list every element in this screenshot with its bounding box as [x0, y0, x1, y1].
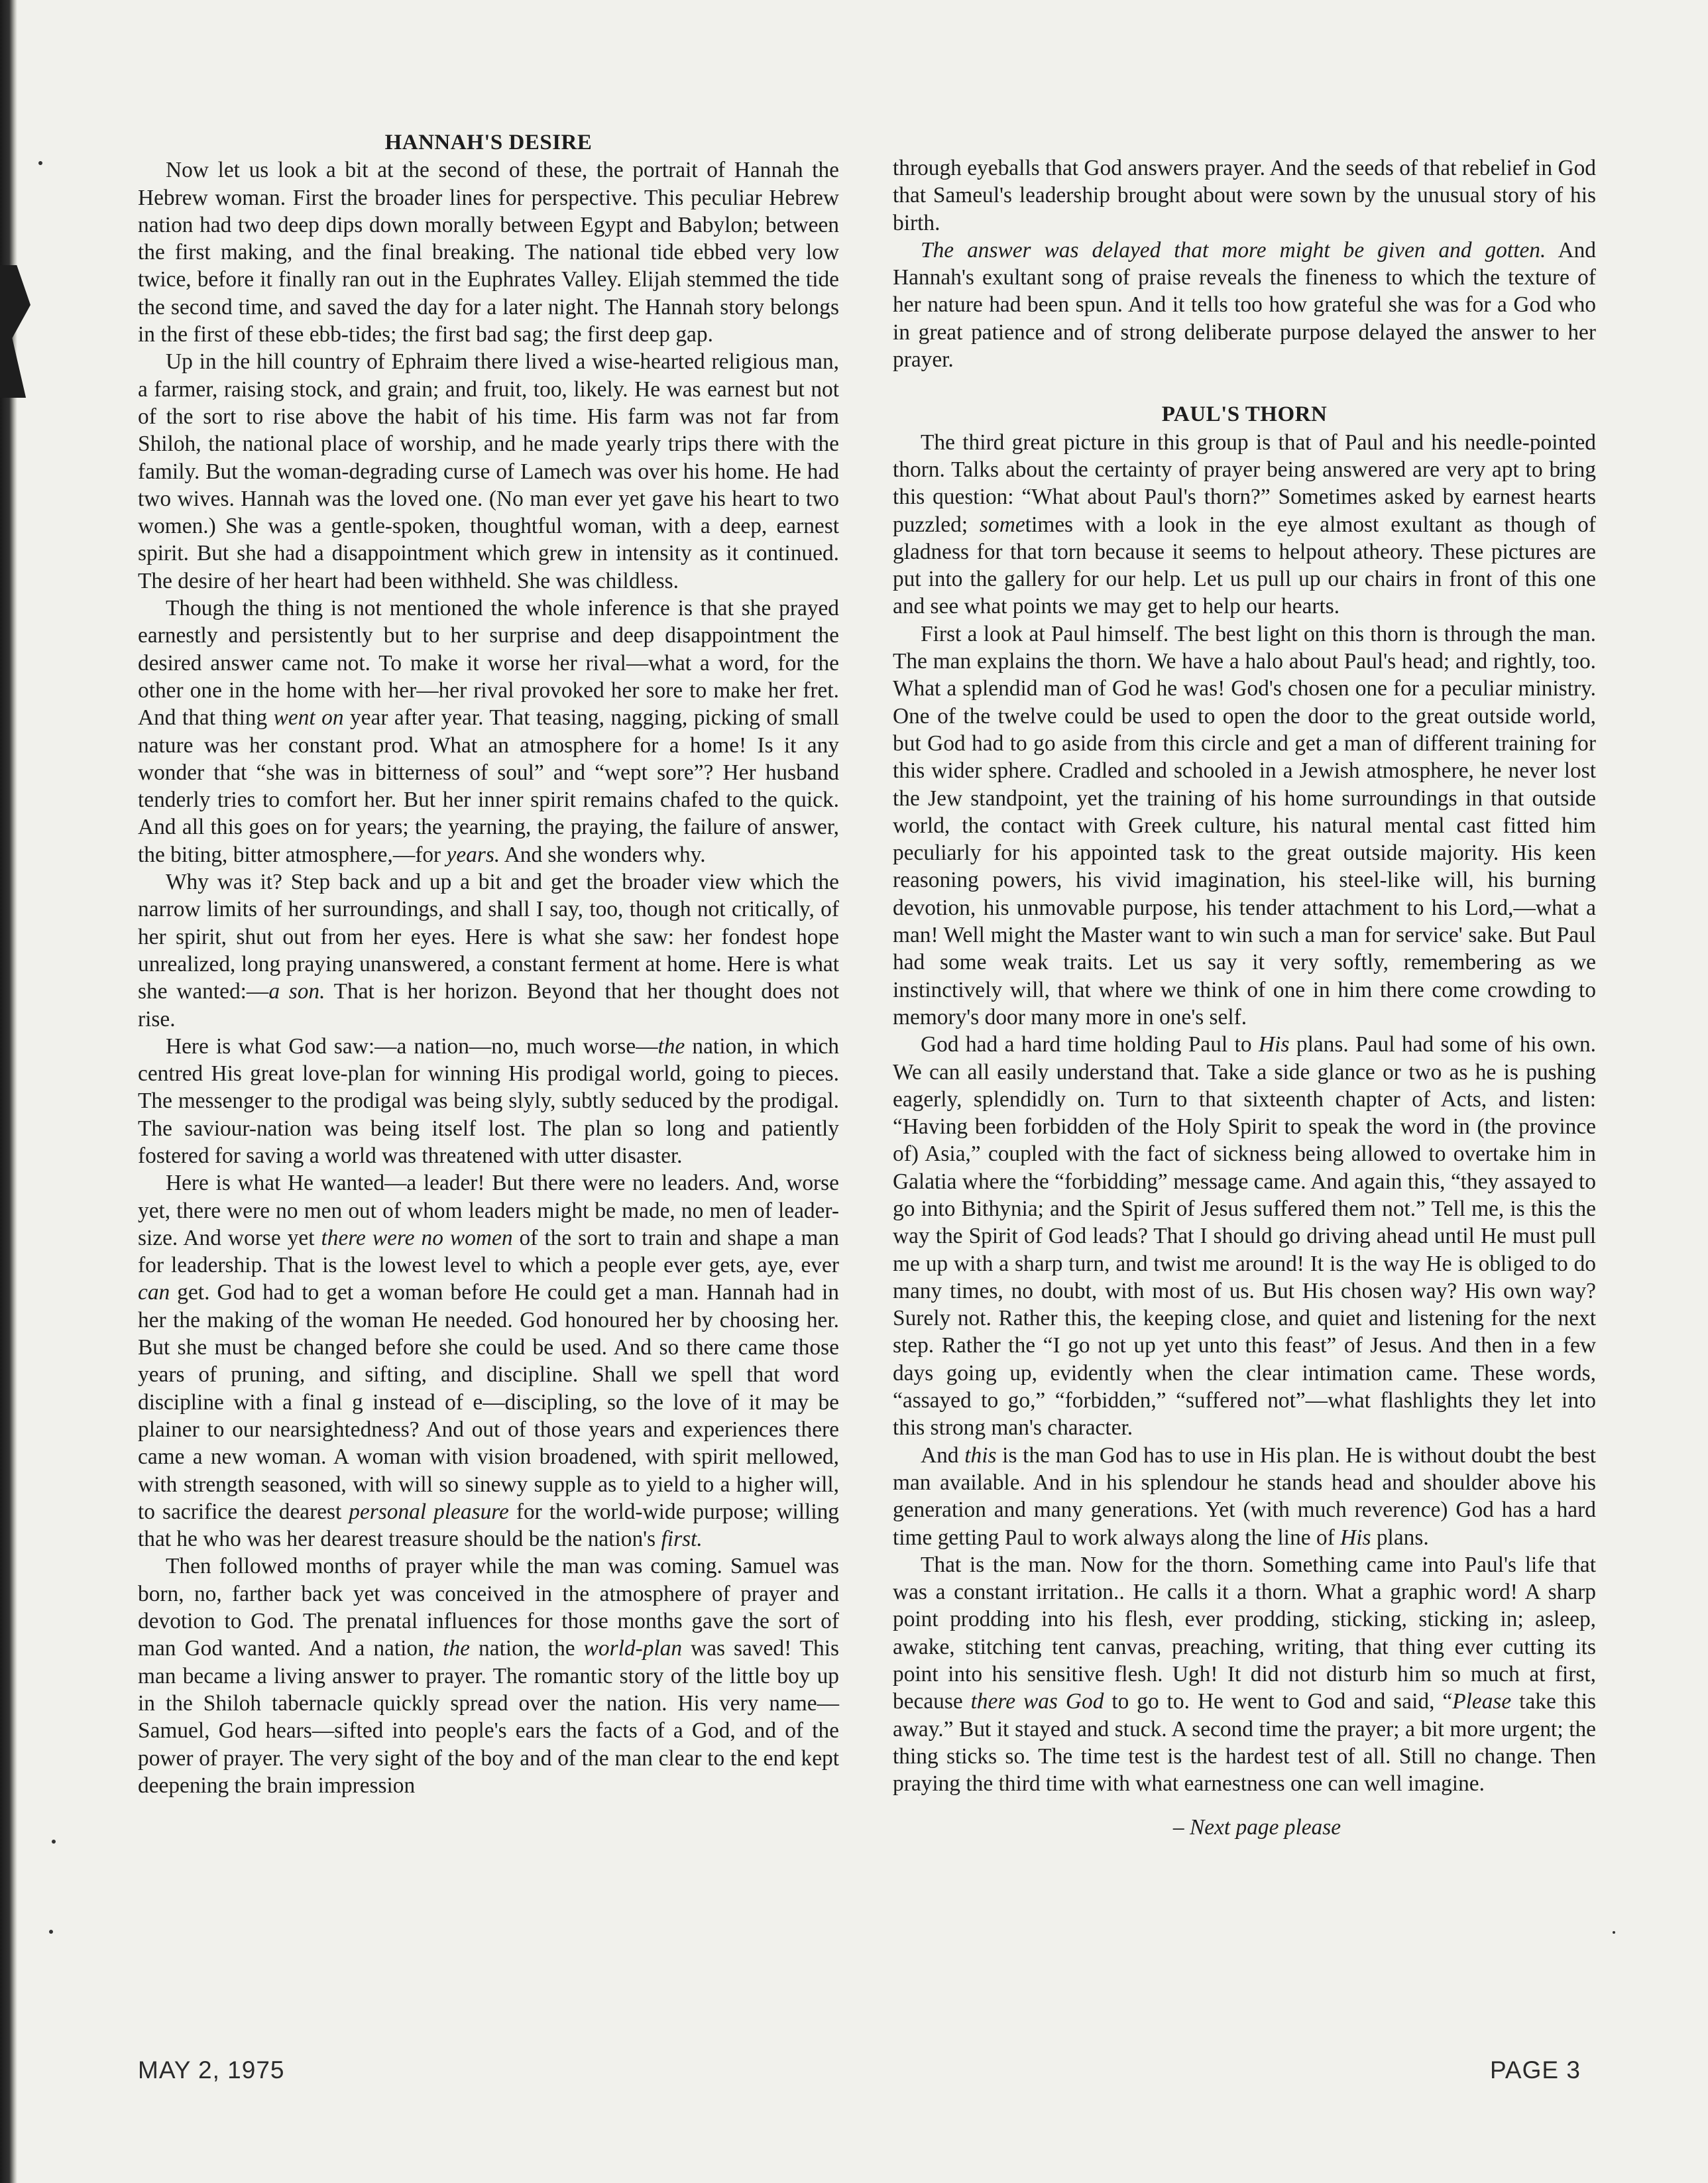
article-paragraph: And this is the man God has to use in His plan. He is without doubt the best man available. And in his splendour he stands head and shoulder above his generation and many generations. Yet (with much reverence) God has a hard time getting Paul to work always along the line of His plans.: [893, 1443, 1596, 1550]
issue-date: MAY 2, 1975: [138, 2056, 285, 2084]
italic-emphasis: some: [980, 512, 1025, 537]
article-paragraph: Here is what He wanted—a leader! But there were no leaders. And, worse yet, there were no men out of whom leaders might be made, no men of leader-size. And worse yet there were no women of the sort to train and shape a man for leadership. That is the lowest level to which a people ever gets, aye, ever can get. God had to get a woman before He could get a man. Hannah had in her the making of the woman He needed. God honoured her by choosing her. But she must be changed before she could be used. And so there came those years of pruning, and sifting, and discipline. Shall we spell that word discipline with a final g instead of e—discipling, so the love of it may be plainer to our nearsightedness? And out of those years and experiences there came a new woman. A woman with vision broadened, with spirit mellowed, with strength seasoned, with will so sinewy supple as to yield to a higher will, to sacrifice the dearest personal pleasure for the world-wide purpose; willing that he who was her dearest treasure should be the nation's first.: [138, 1171, 839, 1552]
italic-emphasis: the: [443, 1636, 470, 1661]
italic-emphasis: The answer was delayed that more might be given and gotten.: [921, 237, 1546, 263]
italic-emphasis: this: [964, 1443, 997, 1468]
scan-speck: [49, 1930, 53, 1934]
page-number: PAGE 3: [1490, 2056, 1581, 2084]
article-paragraph: Then followed months of prayer while the man was coming. Samuel was born, no, farther back yet was conceived in the atmosphere of prayer and devotion to God. The prenatal influences for those months gave the sort of man God wanted. And a nation, the nation, the world-plan was saved! This man became a living answer to prayer. The romantic story of the little boy up in the Shiloh tabernacle quickly spread over the nation. His very name—Samuel, God hears—sifted into people's ears the facts of a God, and of the power of prayer. The very sight of the boy and of the man clear to the end kept deepening the brain impression: [138, 1554, 839, 1798]
italic-emphasis: His: [1340, 1525, 1371, 1550]
scan-speck: [38, 161, 42, 165]
article-paragraph: That is the man. Now for the thorn. Something came into Paul's life that was a constant irritation.. He calls it a thorn. What a graphic word! A sharp point prodding into his flesh, ever prodding, sticking, sticking in; asleep, awake, stitching tent canvas, preaching, writing, that thing ever cutting its point into his sensitive flesh. Ugh! It did not disturb him so much at first, because there was God to go to. He went to God and said, “Please take this away.” But it stayed and stuck. A second time the prayer; a bit more urgent; the thing sticks so. The time test is the hardest test of all. Still no change. Then praying the third time with what earnestness one can well imagine.: [893, 1552, 1596, 1797]
italic-emphasis: world-plan: [583, 1636, 683, 1661]
article-paragraph: Though the thing is not mentioned the whole inference is that she prayed earnestly and persistently but to her surprise and deep disappointment the desired answer came not. To make it worse her rival—what a word, for the other one in the home with her—her rival provoked her sore to make her fret. And that thing went on year after year. That teasing, nagging, picking of small nature was her constant prod. What an atmosphere for a home! Is it any wonder that “she was in bitterness of soul” and “wept sore”? Her husband tenderly tries to comfort her. But her inner spirit remains chafed to the quick. And all this goes on for years; the yearning, the praying, the failure of answer, the biting, bitter atmosphere,—for years. And she wonders why.: [138, 596, 839, 867]
italic-emphasis: there was God: [970, 1689, 1104, 1714]
continued-paragraph: through eyeballs that God answers prayer. And the seeds of that rebelief in God that Sameul's leadership brought about were sown by the unusual story of his birth.: [893, 156, 1596, 235]
italic-emphasis: the: [657, 1033, 685, 1059]
article-paragraph: Why was it? Step back and up a bit and get the broader view which the narrow limits of her surroundings, and shall I say, too, though not critically, of her spirit, shut out from her eyes. Here is what she saw: her fondest hope unrealized, long praying unanswered, a constant ferment at home. Here is what she wanted:—a son. That is her horizon. Beyond that her thought does not rise.: [138, 870, 840, 1032]
italic-emphasis: personal pleasure: [349, 1499, 509, 1524]
pauls-thorn-heading: PAUL'S THORN: [1161, 402, 1328, 427]
italic-emphasis: His: [1259, 1032, 1290, 1057]
left-column: [138, 129, 839, 1799]
scan-edge-notch: [0, 265, 30, 398]
article-paragraph: The third great picture in this group is that of Paul and his needle-pointed thorn. Talks about the certainty of prayer being answered are very apt to bring this question: “What about Paul's thorn?” Sometimes asked by earnest hearts puzzled; sometimes with a look in the eye almost exultant as though of gladness for that torn because it seems to helpout atheory. These pictures are put into the gallery for our help. Let us pull up our chairs in front of this one and see what points we may get to help our hearts.: [893, 430, 1596, 619]
italic-emphasis: a son.: [268, 979, 325, 1004]
italic-emphasis: can: [138, 1280, 170, 1305]
italic-emphasis: years.: [446, 842, 500, 867]
right-column: [893, 154, 1596, 1841]
article-paragraph: Now let us look a bit at the second of these, the portrait of Hannah the Hebrew woman. First the broader lines for perspective. This peculiar Hebrew nation had two deep dips down morally between Egypt and Babylon; between the first making, and the final breaking. The national tide ebbed very low twice, before it finally ran out in the Euphrates Valley. Elijah stemmed the tide the second time, and saved the day for a later night. The Hannah story belongs in the first of these ebb-tides; the first bad sag; the first deep gap.: [138, 158, 839, 347]
italic-emphasis: Please: [1452, 1689, 1512, 1714]
next-page-note: – Next page please: [1172, 1814, 1341, 1840]
scan-speck: [52, 1840, 56, 1844]
hannahs-desire-heading: HANNAH'S DESIRE: [384, 131, 593, 154]
article-paragraph: The answer was delayed that more might be given and gotten. And Hannah's exultant song of praise reveals the fineness to which the texture of her nature had been spun. And it tells too how grateful she was for a God who in great patience and of strong deliberate purpose delayed the answer to her prayer.: [893, 237, 1596, 373]
italic-emphasis: went on: [273, 705, 344, 731]
scan-speck: [1613, 1931, 1615, 1934]
italic-emphasis: first.: [661, 1527, 703, 1552]
article-paragraph: Here is what God saw:—a nation—no, much worse—the nation, in which centred His great love-plan for winning His prodigal world, going to pieces. The messenger to the prodigal was being slyly, subtly seduced by the prodigal. The saviour-nation was being itself lost. The plan so long and patiently fostered for saving a world was threatened with utter disaster.: [138, 1033, 839, 1168]
article-paragraph: Up in the hill country of Ephraim there lived a wise-hearted religious man, a farmer, raising stock, and grain; and fruit, too, likely. He was earnest but not of the sort to rise above the habit of his time. His farm was not far from Shiloh, the national place of worship, and he made yearly trips there with the family. But the woman-degrading curse of Lamech was over his home. He had two wives. Hannah was the loved one. (No man ever yet gave his heart to two women.) She was a gentle-spoken, thoughtful woman, with a deep, earnest spirit. But she had a disappointment which grew in intensity as it continued. The desire of her heart had been withheld. She was childless.: [138, 349, 839, 593]
article-paragraph: God had a hard time holding Paul to His plans. Paul had some of his own. We can all easily understand that. Take a side glance or two as he is pushing eagerly, splendidly on. Turn to that sixteenth chapter of Acts, and listen: “Having been forbidden of the Holy Spirit to speak the word in (the province of) Asia,” coupled with the fact of sickness being allowed to overtake him in Galatia where the “forbidding” message came. And again this, “they assayed to go into Bithynia; and the Spirit of Jesus suffered them not.” Tell me, is this the way the Spirit of God leads? That I should go driving ahead until He must pull me up with a sharp turn, and twist me around! It is the way He is obliged to do many times, no doubt, with most of us. But His chosen way? His own way? Surely not. Rather this, the keeping close, and quiet and listening for the next step. Rather the “I go not up yet unto this feast” of Jesus. And then in a few days going up, evidently when the clear intimation came. These words, “assayed to go,” “forbidden,” “suffered not”—what flashlights they let into this strong man's character.: [893, 1032, 1596, 1441]
article-paragraph: First a look at Paul himself. The best light on this thorn is through the man. The man explains the thorn. We have a halo about Paul's head; and rightly, too. What a splendid man of God he was! God's chosen one for a peculiar ministry. One of the twelve could be used to open the door to the great outside world, but God had to go aside from this circle and get a man of different training for this wider sphere. Cradled and schooled in a Jewish atmosphere, he never lost the Jew standpoint, yet the training of his home surroundings in that outside world, the contact with Greek culture, his natural mental cast fitted him peculiarly for his appointed task to the great outside majority. His keen reasoning powers, his vivid imagination, his steel-like will, his burning devotion, his unmovable purpose, his tender attachment to his Lord,—what a man! Well might the Master want to win such a man for service' sake. But Paul had some weak traits. Let us say it very softly, remembering as we instinctively will, that where we think of one in him there come crowding to memory's door many more in one's self.: [893, 621, 1596, 1030]
italic-emphasis: there were no women: [321, 1225, 513, 1250]
